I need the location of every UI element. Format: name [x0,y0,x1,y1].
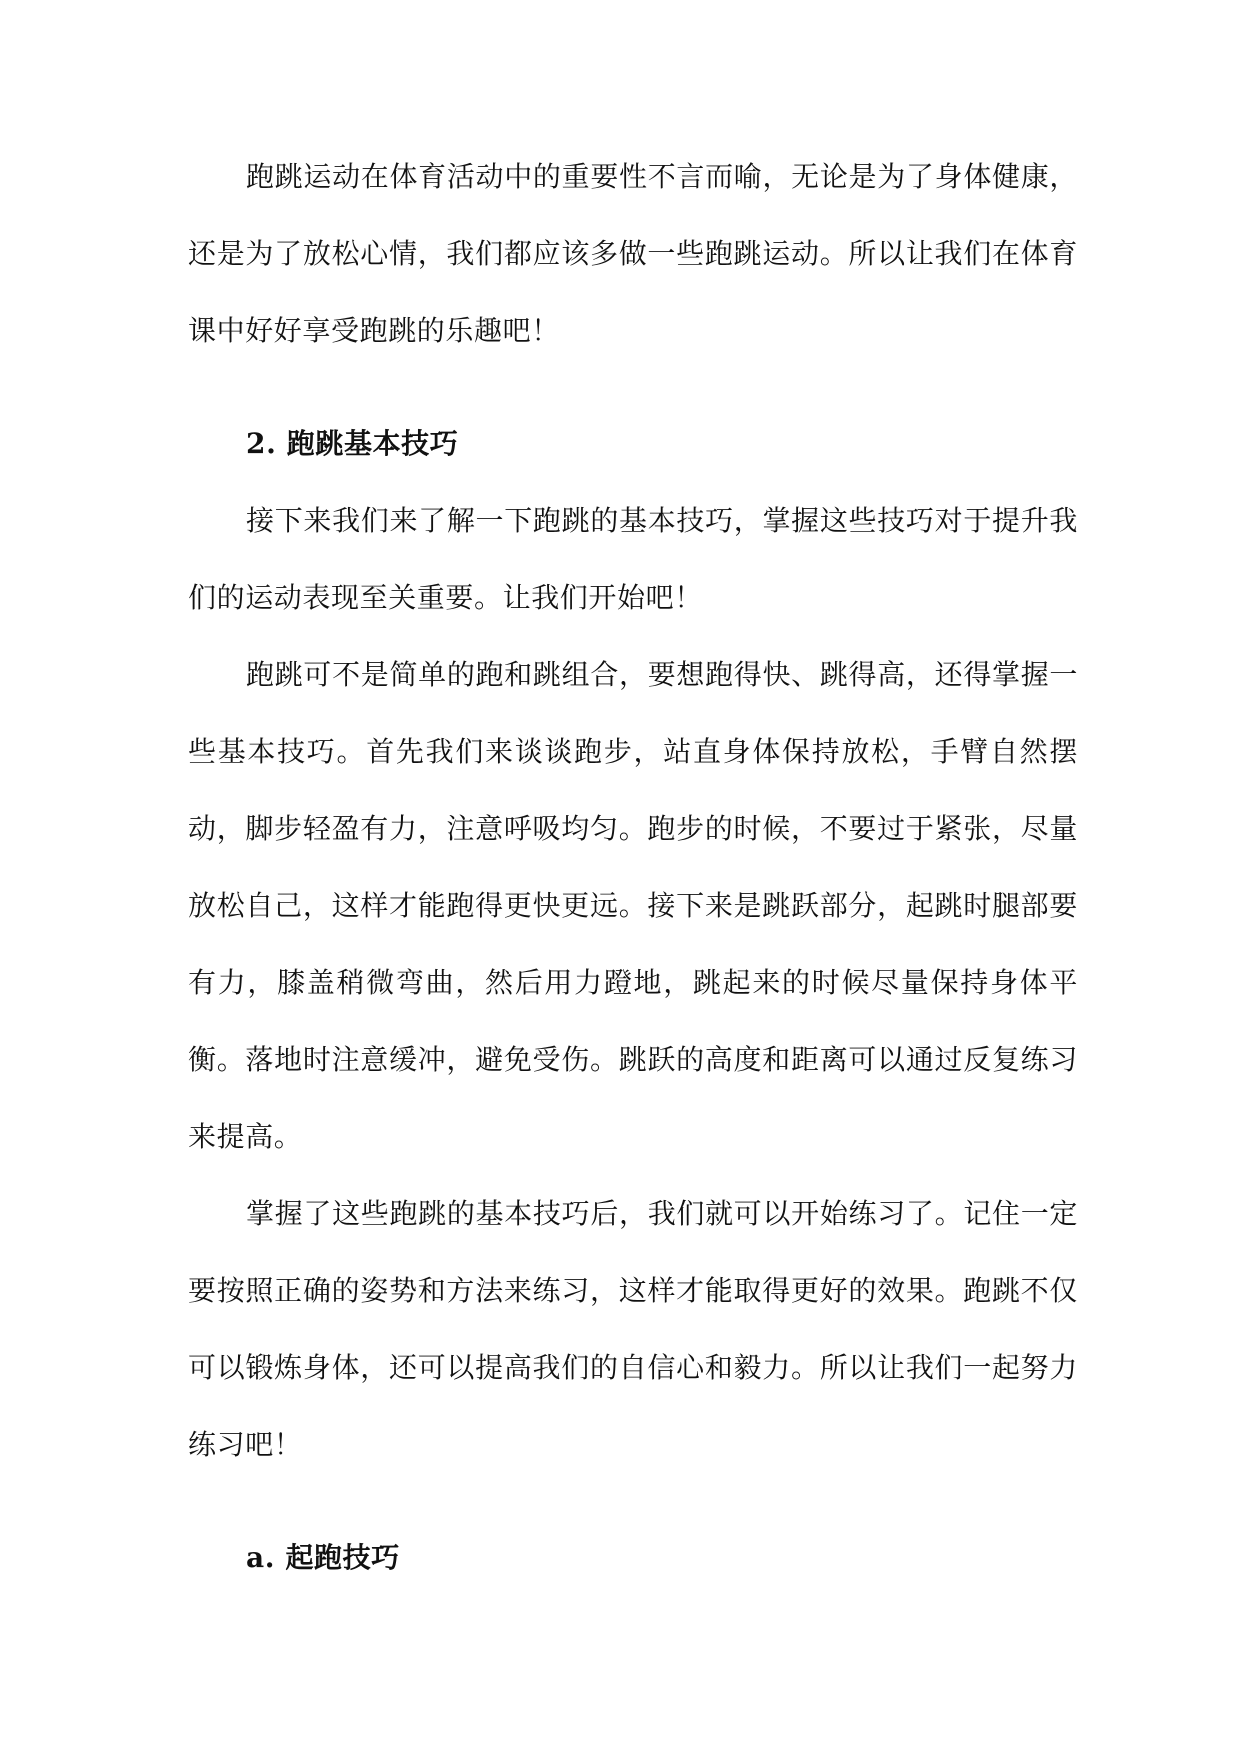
document-body [188,138,1078,1596]
paragraph-running-jumping: 跑跳可不是简单的跑和跳组合，要想跑得快、跳得高，还得掌握一些基本技巧。首先我们来谈谈跑步，站直身体保持放松，手臂自然摆动，脚步轻盈有力，注意呼吸均匀。跑步的时候，不要过于紧张，尽量放松自己，这样才能跑得更快更远。接下来是跳跃部分，起跳时腿部要有力，膝盖稍微弯曲，然后用力蹬地，跳起来的时候尽量保持身体平衡。落地时注意缓冲，避免受伤。跳跃的高度和距离可以通过反复练习来提高。 [188,658,1078,1153]
spacer [188,369,1078,405]
spacer [188,1483,1078,1519]
paragraph-intro-skills: 接下来我们来了解一下跑跳的基本技巧，掌握这些技巧对于提升我们的运动表现至关重要。让我们开始吧！ [188,504,1078,614]
paragraph-importance: 跑跳运动在体育活动中的重要性不言而喻，无论是为了身体健康，还是为了放松心情，我们都应该多做一些跑跳运动。所以让我们在体育课中好好享受跑跳的乐趣吧！ [188,160,1078,347]
paragraph-practice: 掌握了这些跑跳的基本技巧后，我们就可以开始练习了。记住一定要按照正确的姿势和方法来练习，这样才能取得更好的效果。跑跳不仅可以锻炼身体，还可以提高我们的自信心和毅力。所以让我们一起努力练习吧！ [188,1197,1078,1461]
subsection-heading-start-skills: a. 起跑技巧 [246,1541,400,1574]
section-heading-basic-skills: 2. 跑跳基本技巧 [246,427,459,460]
